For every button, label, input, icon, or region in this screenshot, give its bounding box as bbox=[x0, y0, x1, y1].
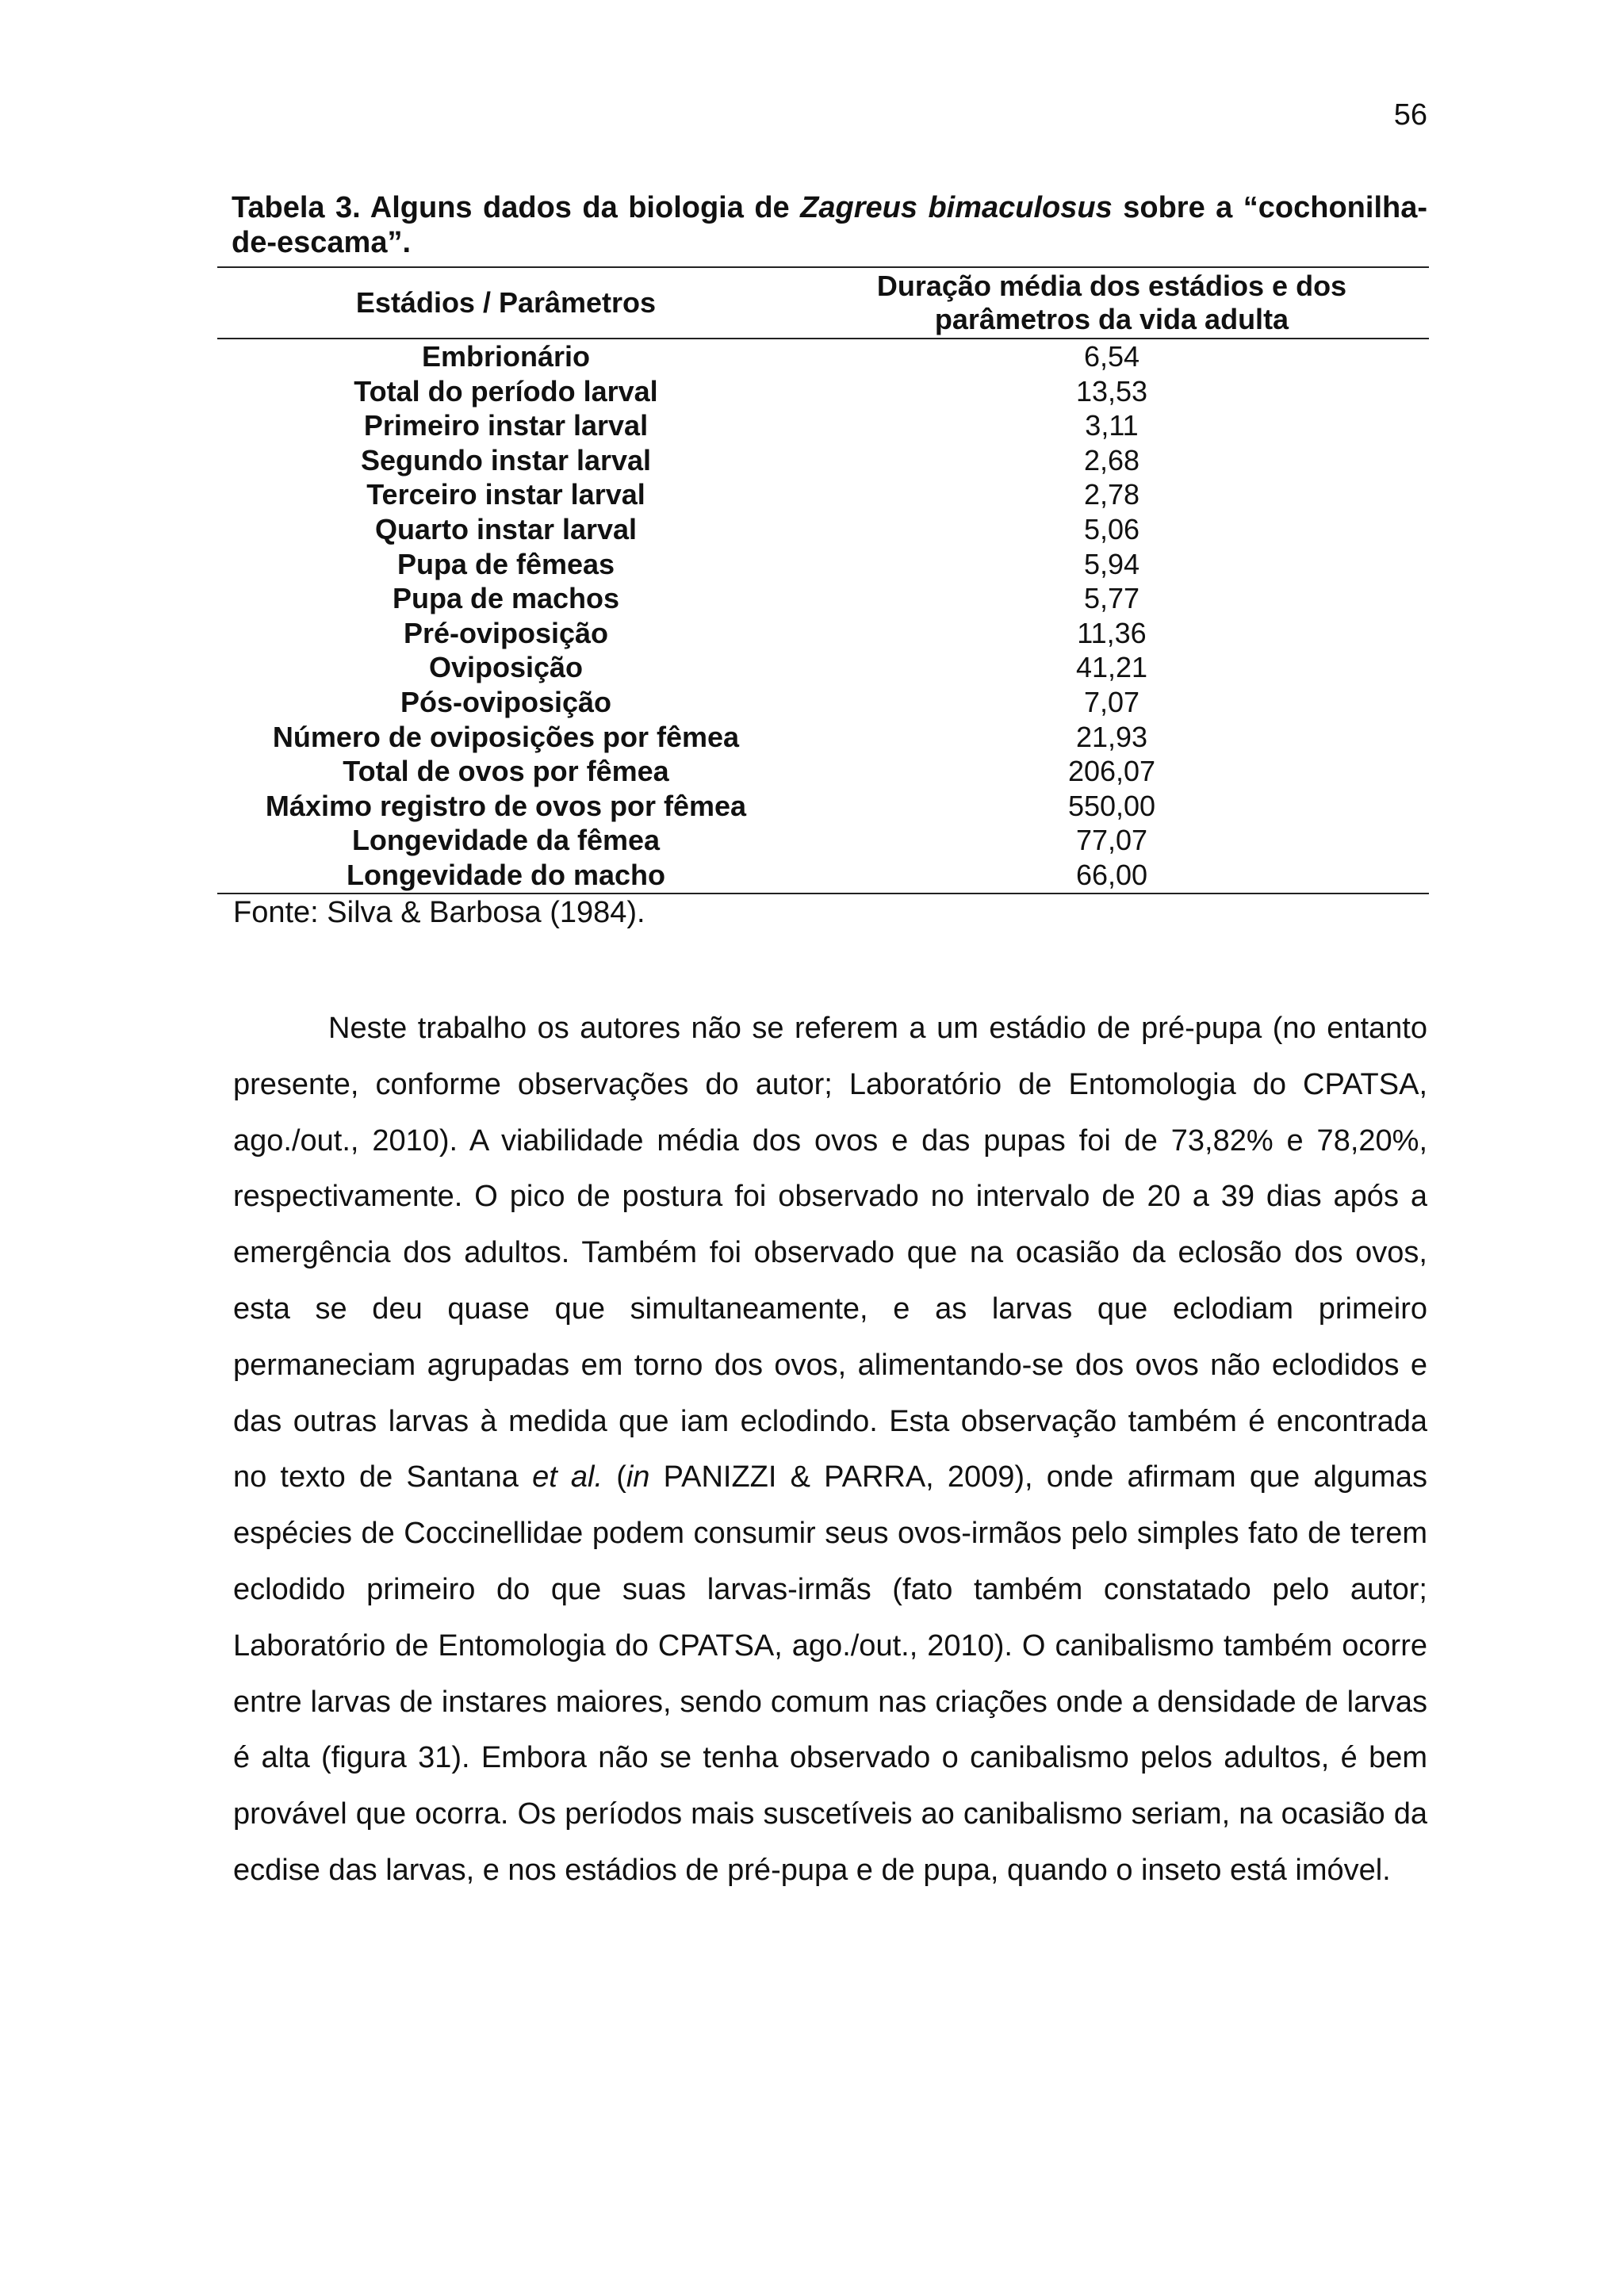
row-value: 5,94 bbox=[1083, 547, 1140, 580]
row-parameter: Primeiro instar larval bbox=[363, 409, 649, 442]
header-parameters: Estádios / Parâmetros bbox=[217, 267, 795, 339]
table-row bbox=[217, 616, 1429, 651]
row-parameter: Longevidade da fêmea bbox=[351, 824, 661, 857]
row-parameter: Total do período larval bbox=[354, 374, 658, 408]
row-value: 2,78 bbox=[1083, 478, 1140, 511]
row-value: 66,00 bbox=[795, 858, 1429, 894]
table-body bbox=[217, 339, 1429, 894]
row-value: 41,21 bbox=[1075, 651, 1148, 684]
table-row bbox=[217, 685, 1429, 720]
row-parameter: Segundo instar larval bbox=[360, 443, 652, 476]
paragraph-in: in bbox=[626, 1460, 650, 1494]
table-row bbox=[217, 374, 1429, 409]
caption-prefix: Tabela 3. Alguns dados da biologia de bbox=[232, 191, 801, 224]
row-value: 6,54 bbox=[1083, 340, 1140, 373]
row-parameter: Pré-oviposição bbox=[403, 616, 609, 649]
row-parameter: Pós-oviposição bbox=[400, 685, 612, 718]
table-row bbox=[217, 477, 1429, 512]
table-row bbox=[217, 547, 1429, 582]
table-row bbox=[217, 443, 1429, 478]
caption-suffix: sobre a “cochonilha-de-escama”. bbox=[232, 191, 1428, 259]
caption-species: Zagreus bimaculosus bbox=[800, 191, 1113, 224]
row-value: 11,36 bbox=[1077, 616, 1147, 649]
row-parameter: Embrionário bbox=[421, 340, 591, 373]
table-row bbox=[217, 720, 1429, 755]
table-row bbox=[217, 408, 1429, 443]
row-parameter: Oviposição bbox=[428, 651, 584, 684]
row-value: 77,07 bbox=[1075, 824, 1148, 857]
row-value: 2,68 bbox=[1083, 443, 1140, 476]
row-value: 21,93 bbox=[1075, 720, 1148, 753]
row-value: 5,77 bbox=[1083, 582, 1140, 615]
row-parameter: Pupa de machos bbox=[392, 582, 620, 615]
biology-data-table bbox=[217, 266, 1429, 894]
table-row bbox=[217, 858, 1429, 894]
header-duration-line1: Duração média dos estádios e dos bbox=[876, 270, 1347, 302]
row-value: 13,53 bbox=[1075, 374, 1148, 408]
table-source: Fonte: Silva & Barbosa (1984). bbox=[233, 896, 645, 929]
row-parameter: Total de ovos por fêmea bbox=[343, 755, 669, 788]
header-duration-line2: parâmetros da vida adulta bbox=[934, 303, 1289, 335]
paragraph-etal: et al. bbox=[532, 1460, 603, 1494]
paragraph-part-1: Neste trabalho os autores não se referem a um estádio de pré-pupa (no entanto presente, conforme observações do autor; Laboratório de Entomologia do CPATSA, ago./out., 2010). A viabilidade média dos ovos e das pupas foi de 73,82% e 78,20%, respectivamente. O pico de postura foi observado no intervalo de 20 a 39 dias após a emergência dos adultos. Também foi observado que na ocasião da eclosão dos ovos, esta se deu quase que simultaneamente, e as larvas que eclodiam primeiro permaneciam agrupadas em torno dos ovos, alimentando-se dos ovos não eclodidos e das outras larvas à medida que iam eclodindo. Esta observação também é encontrada no texto de Santana bbox=[233, 1012, 1427, 1494]
table-row bbox=[217, 339, 1429, 374]
table-row bbox=[217, 823, 1429, 858]
table-row bbox=[217, 650, 1429, 685]
row-value: 206,07 bbox=[1067, 755, 1156, 788]
row-value: 3,11 bbox=[1085, 409, 1139, 442]
body-paragraph bbox=[233, 1001, 1427, 1899]
row-value: 7,07 bbox=[1083, 685, 1140, 718]
row-parameter: Máximo registro de ovos por fêmea bbox=[265, 789, 747, 822]
header-duration bbox=[795, 267, 1429, 339]
row-value: 5,06 bbox=[1083, 512, 1140, 545]
table-row bbox=[217, 581, 1429, 616]
row-parameter: Quarto instar larval bbox=[374, 512, 638, 545]
row-parameter: Terceiro instar larval bbox=[366, 478, 645, 511]
row-parameter: Pupa de fêmeas bbox=[396, 547, 615, 580]
row-value: 550,00 bbox=[1067, 789, 1156, 822]
row-parameter: Longevidade do macho bbox=[217, 858, 795, 894]
table-caption bbox=[232, 190, 1427, 260]
table-header-row bbox=[217, 267, 1429, 339]
table-row bbox=[217, 512, 1429, 547]
paragraph-part-2: ( bbox=[603, 1460, 626, 1494]
table-row bbox=[217, 789, 1429, 824]
paragraph-part-3: PANIZZI & PARRA, 2009), onde afirmam que algumas espécies de Coccinellidae podem consumir seus ovos-irmãos pelo simples fato de terem eclodido primeiro do que suas larvas-irmãs (fato também constatado pelo autor; Laboratório de Entomologia do CPATSA, ago./out., 2010). O canibalismo também ocorre entre larvas de instares maiores, sendo comum nas criações onde a densidade de larvas é alta (figura 31). Embora não se tenha observado o canibalismo pelos adultos, é bem provável que ocorra. Os períodos mais suscetíveis ao canibalismo seriam, na ocasião da ecdise das larvas, e nos estádios de pré-pupa e de pupa, quando o inseto está imóvel. bbox=[233, 1460, 1427, 1887]
page-number: 56 bbox=[1393, 98, 1427, 132]
row-parameter: Número de oviposições por fêmea bbox=[272, 720, 740, 753]
table-row bbox=[217, 754, 1429, 789]
